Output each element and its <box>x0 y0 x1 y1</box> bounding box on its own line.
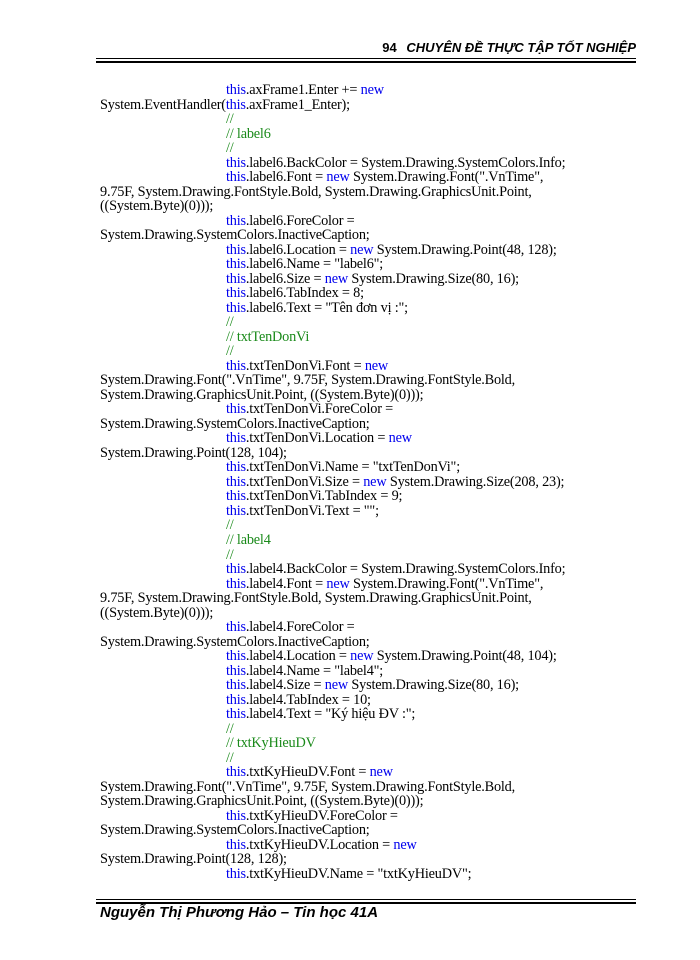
code-text: 9.75F, System.Drawing.FontStyle.Bold, System.Drawing.GraphicsUnit.Point, <box>100 591 532 606</box>
code-keyword: this <box>226 213 246 229</box>
code-keyword: this <box>226 765 246 780</box>
code-keyword: this <box>226 474 246 490</box>
code-text: System.Drawing.GraphicsUnit.Point, ((System.Byte)(0))); <box>100 387 424 403</box>
code-line <box>100 562 645 577</box>
code-line <box>100 272 645 287</box>
code-line <box>100 460 645 475</box>
code-line <box>100 228 645 243</box>
code-line <box>100 736 645 751</box>
code-keyword: this <box>226 300 246 316</box>
code-line <box>100 548 645 563</box>
code-line <box>100 156 645 171</box>
code-keyword: this <box>226 663 246 679</box>
code-text: System.Drawing.Size(208, 23); <box>386 474 565 490</box>
code-line <box>100 606 645 621</box>
code-text: axFrame1.Enter += <box>249 83 361 98</box>
code-line <box>100 359 645 374</box>
code-keyword: this <box>226 286 246 301</box>
code-text: .axFrame1_Enter); <box>245 97 350 113</box>
code-text: System.Drawing.Font(".VnTime", 9.75F, System.Drawing.FontStyle.Bold, <box>100 779 516 795</box>
code-keyword: this <box>226 808 246 824</box>
code-text: System.Drawing.Point(48, 128); <box>373 242 557 258</box>
code-keyword: this <box>226 866 246 882</box>
code-line <box>100 330 645 345</box>
code-text: .label6.Text = "Tên đơn vị :"; <box>245 300 408 316</box>
code-keyword: new <box>364 358 389 374</box>
code-text: System.Drawing.Font(".VnTime", <box>349 170 544 185</box>
code-line <box>100 635 645 650</box>
code-text: .label6.BackColor = System.Drawing.SystemColors.Info; <box>245 155 566 171</box>
code-keyword: this <box>226 358 246 374</box>
code-line <box>100 417 645 432</box>
code-text: System.Drawing.Point(128, 128); <box>100 852 287 867</box>
code-text: .label4.Font = <box>245 576 327 592</box>
code-line <box>100 649 645 664</box>
code-line <box>100 141 645 156</box>
code-comment: // <box>226 721 234 737</box>
code-line <box>100 402 645 417</box>
code-comment: // txtTenDonVi <box>226 329 310 345</box>
code-keyword: this <box>226 460 246 475</box>
code-text: .label4.BackColor = System.Drawing.SystemColors.Info; <box>245 562 566 577</box>
code-line <box>100 315 645 330</box>
code-keyword: this <box>226 837 246 853</box>
code-line <box>100 838 645 853</box>
code-keyword: new <box>393 837 417 853</box>
code-comment: // <box>226 547 234 563</box>
code-line <box>100 83 645 98</box>
code-line <box>100 344 645 359</box>
code-text: .label4.Location = <box>245 649 351 664</box>
code-text: .label6.Font = <box>245 170 327 185</box>
code-line <box>100 620 645 635</box>
code-comment: // <box>226 112 234 127</box>
code-text: System.Drawing.SystemColors.InactiveCaption; <box>100 634 370 650</box>
code-comment: // <box>226 750 234 766</box>
code-line <box>100 112 645 127</box>
code-text: .label6.ForeColor = <box>245 213 355 229</box>
code-keyword: this <box>226 155 246 171</box>
code-line <box>100 243 645 258</box>
code-line <box>100 707 645 722</box>
code-text: System.Drawing.Point(128, 104); <box>100 445 287 461</box>
code-line <box>100 170 645 185</box>
code-keyword: this <box>226 576 246 592</box>
code-line <box>100 431 645 446</box>
code-line <box>100 867 645 882</box>
header-rule-bottom <box>96 61 636 63</box>
code-text: .txtKyHieuDV.Font = <box>245 765 370 780</box>
code-text: .txtTenDonVi.Font = <box>245 358 365 374</box>
code-text: .txtKyHieuDV.ForeColor = <box>245 808 398 824</box>
code-comment: // <box>226 344 234 359</box>
code-keyword: this <box>226 503 246 519</box>
code-line <box>100 257 645 272</box>
code-text: .txtTenDonVi.ForeColor = <box>245 402 393 417</box>
page-header <box>96 40 636 56</box>
code-text: ((System.Byte)(0))); <box>100 605 214 621</box>
code-text: System.EventHandler( <box>100 97 226 113</box>
code-line <box>100 199 645 214</box>
code-keyword: new <box>350 242 374 258</box>
code-line <box>100 794 645 809</box>
code-line <box>100 98 645 113</box>
code-keyword: new <box>324 678 349 693</box>
code-line <box>100 678 645 693</box>
code-text: System.Drawing.SystemColors.InactiveCaption; <box>100 823 370 838</box>
code-line <box>100 765 645 780</box>
code-keyword: new <box>326 576 350 592</box>
code-keyword: this <box>226 692 246 708</box>
code-line <box>100 780 645 795</box>
code-text: .label6.TabIndex = 8; <box>245 286 364 301</box>
header-rule-top <box>96 58 636 59</box>
code-text: System.Drawing.SystemColors.InactiveCaption; <box>100 228 370 243</box>
code-text: .label4.TabIndex = 10; <box>245 692 371 708</box>
code-line <box>100 373 645 388</box>
code-line <box>100 664 645 679</box>
code-keyword: new <box>369 765 393 780</box>
code-text: .txtTenDonVi.Size = <box>245 474 364 490</box>
page-number: 94 <box>382 40 397 55</box>
code-line <box>100 388 645 403</box>
code-text: .label4.Size = <box>245 678 325 693</box>
code-keyword: this <box>226 707 246 722</box>
code-text: System.Drawing.Size(80, 16); <box>348 271 519 287</box>
code-text: ((System.Byte)(0))); <box>100 199 214 214</box>
code-keyword: new <box>350 649 374 664</box>
code-text: .label4.Text = "Ký hiệu ĐV :"; <box>245 707 416 722</box>
code-line <box>100 693 645 708</box>
code-comment: // <box>226 315 234 330</box>
code-comment: // label4 <box>226 532 271 548</box>
code-line <box>100 214 645 229</box>
code-keyword: new <box>360 83 384 98</box>
code-keyword: this <box>226 489 246 504</box>
code-listing <box>100 83 645 881</box>
code-keyword: this <box>226 562 246 577</box>
code-line <box>100 577 645 592</box>
code-keyword: this <box>226 431 246 446</box>
code-line <box>100 751 645 766</box>
code-text: System.Drawing.GraphicsUnit.Point, ((System.Byte)(0))); <box>100 794 424 809</box>
code-keyword: new <box>324 271 349 287</box>
code-line <box>100 809 645 824</box>
code-keyword: new <box>363 474 387 490</box>
code-comment: // <box>226 141 234 156</box>
code-keyword: this <box>225 97 246 113</box>
code-keyword: this <box>226 242 246 258</box>
code-keyword: this <box>226 402 246 417</box>
code-text: .label6.Name = "label6"; <box>245 257 384 272</box>
code-line <box>100 504 645 519</box>
code-line <box>100 722 645 737</box>
code-text: System.Drawing.SystemColors.InactiveCaption; <box>100 416 370 432</box>
code-line <box>100 533 645 548</box>
code-line <box>100 591 645 606</box>
code-keyword: this <box>226 649 246 664</box>
code-keyword: this <box>226 271 246 287</box>
code-text: System.Drawing.Font(".VnTime", <box>349 576 544 592</box>
code-keyword: this <box>226 678 246 693</box>
code-line <box>100 489 645 504</box>
code-keyword: this <box>226 170 246 185</box>
code-text: System.Drawing.Point(48, 104); <box>373 649 557 664</box>
code-text: . <box>245 83 250 98</box>
code-line <box>100 823 645 838</box>
code-text: .txtTenDonVi.TabIndex = 9; <box>245 489 403 504</box>
code-text: System.Drawing.Size(80, 16); <box>348 678 519 693</box>
code-line <box>100 286 645 301</box>
code-text: .label4.ForeColor = <box>245 620 355 635</box>
code-keyword: new <box>388 431 412 446</box>
code-keyword: new <box>326 170 350 185</box>
code-text: .label4.Name = "label4"; <box>245 663 384 679</box>
code-keyword: this <box>226 620 246 635</box>
code-comment: // label6 <box>226 126 271 142</box>
code-line <box>100 518 645 533</box>
code-line <box>100 301 645 316</box>
code-text: .txtKyHieuDV.Location = <box>245 837 394 853</box>
code-keyword: this <box>226 257 246 272</box>
code-text: System.Drawing.Font(".VnTime", 9.75F, System.Drawing.FontStyle.Bold, <box>100 373 516 388</box>
code-text: .txtTenDonVi.Name = "txtTenDonVi"; <box>245 460 460 475</box>
code-line <box>100 446 645 461</box>
code-text: .txtTenDonVi.Location = <box>245 431 389 446</box>
code-line <box>100 475 645 490</box>
code-text: .txtTenDonVi.Text = ""; <box>245 503 379 519</box>
code-comment: // <box>226 518 234 533</box>
code-text: .label6.Location = <box>245 242 351 258</box>
code-line <box>100 127 645 142</box>
code-text: .txtKyHieuDV.Name = "txtKyHieuDV"; <box>245 866 472 882</box>
page-footer: Nguyễn Thị Phương Hảo – Tin học 41A <box>100 904 379 921</box>
code-line <box>100 852 645 867</box>
footer-rule-top <box>96 899 636 900</box>
code-comment: // txtKyHieuDV <box>226 736 316 751</box>
code-line <box>100 185 645 200</box>
header-title: CHUYÊN ĐỀ THỰC TẬP TỐT NGHIỆP <box>406 40 636 55</box>
code-text: 9.75F, System.Drawing.FontStyle.Bold, System.Drawing.GraphicsUnit.Point, <box>100 184 532 200</box>
code-keyword: this <box>226 83 246 98</box>
code-text: .label6.Size = <box>245 271 325 287</box>
